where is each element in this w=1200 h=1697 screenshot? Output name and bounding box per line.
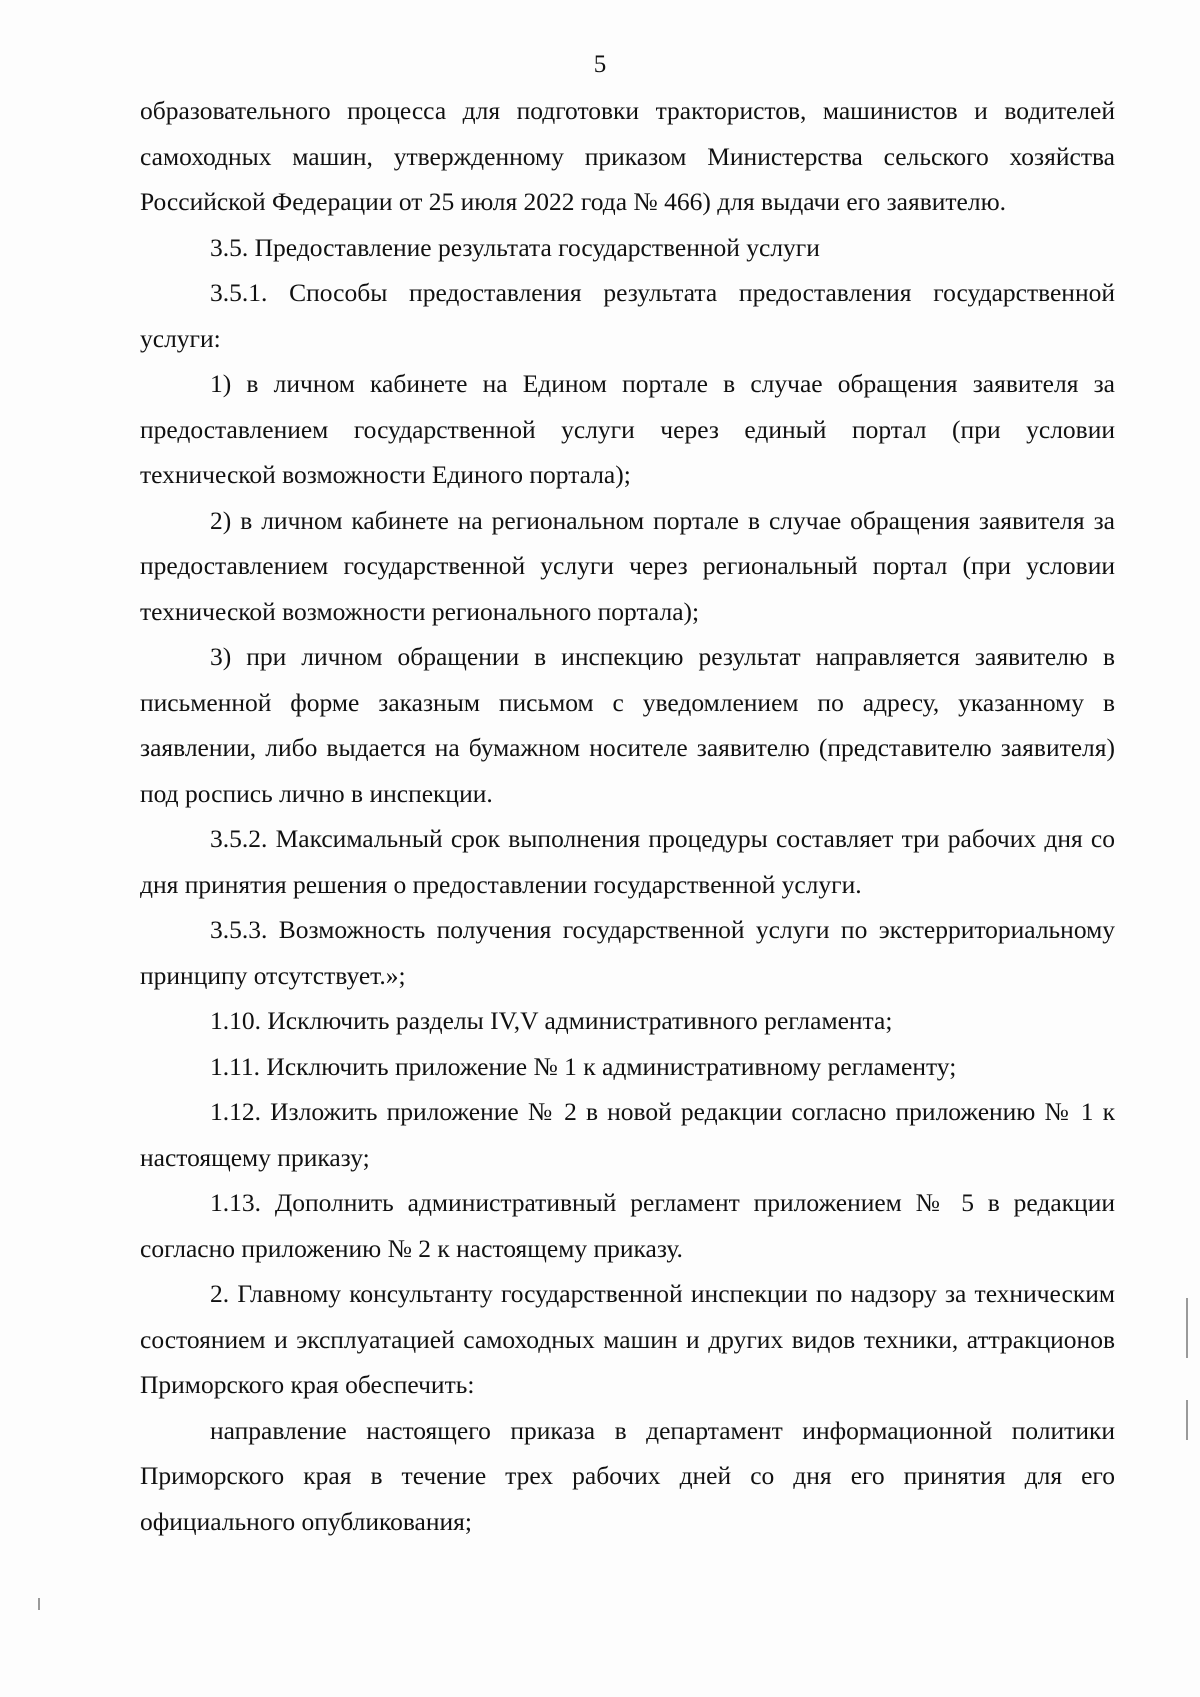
document-body (140, 88, 1115, 1544)
list-item-1: 1) в личном кабинете на Едином портале в случае обращения заявителя за предоставлением государственной услуги через единый портал (при условии технической возможности Единого портала); (140, 369, 1115, 489)
paragraph-3-5-2: 3.5.2. Максимальный срок выполнения процедуры составляет три рабочих дня со дня принятия решения о предоставлении государственной услуги. (140, 824, 1115, 899)
paragraph-1-12: 1.12. Изложить приложение № 2 в новой редакции согласно приложению № 1 к настоящему приказу; (140, 1097, 1115, 1172)
paragraph-publication: направление настоящего приказа в департамент информационной политики Приморского края в течение трех рабочих дней со дня его принятия для его официального опубликования; (140, 1415, 1115, 1536)
scan-edge-mark (1186, 1298, 1188, 1358)
list-item-3: 3) при личном обращении в инспекцию результат направляется заявителю в письменной форме заказным письмом с уведомлением по адресу, указанному в заявлении, либо выдается на бумажном носителе заявителю (представителю заявителя) под роспись лично в инспекции. (140, 642, 1115, 808)
paragraph-1-13: 1.13. Дополнить административный регламент приложением № 5 в редакции согласно приложению № 2 к настоящему приказу. (140, 1188, 1115, 1263)
page-number: 5 (593, 51, 607, 78)
paragraph-3-5-3: 3.5.3. Возможность получения государственной услуги по экстерриториальному принципу отсутствует.»; (140, 915, 1115, 990)
scan-edge-mark (38, 1598, 40, 1610)
paragraph-continuation: образовательного процесса для подготовки трактористов, машинистов и водителей самоходных машин, утвержденному приказом Министерства сельского хозяйства Российской Федерации от 25 июля 2022 года № 466) для выдачи его заявителю. (140, 96, 1115, 216)
paragraph-2: 2. Главному консультанту государственной инспекции по надзору за техническим состоянием и эксплуатацией самоходных машин и других видов техники, аттракционов Приморского края обеспечить: (140, 1279, 1115, 1399)
paragraph-3-5-1: 3.5.1. Способы предоставления результата предоставления государственной услуги: (140, 278, 1115, 353)
paragraph-1-11: 1.11. Исключить приложение № 1 к административному регламенту; (210, 1051, 957, 1081)
section-heading-3-5: 3.5. Предоставление результата государственной услуги (210, 232, 820, 262)
scan-edge-mark (1186, 1400, 1188, 1440)
list-item-2: 2) в личном кабинете на региональном портале в случае обращения заявителя за предоставлением государственной услуги через региональный портал (при условии технической возможности регионального портала); (140, 505, 1115, 626)
paragraph-1-10: 1.10. Исключить разделы IV,V административного регламента; (210, 1006, 893, 1035)
